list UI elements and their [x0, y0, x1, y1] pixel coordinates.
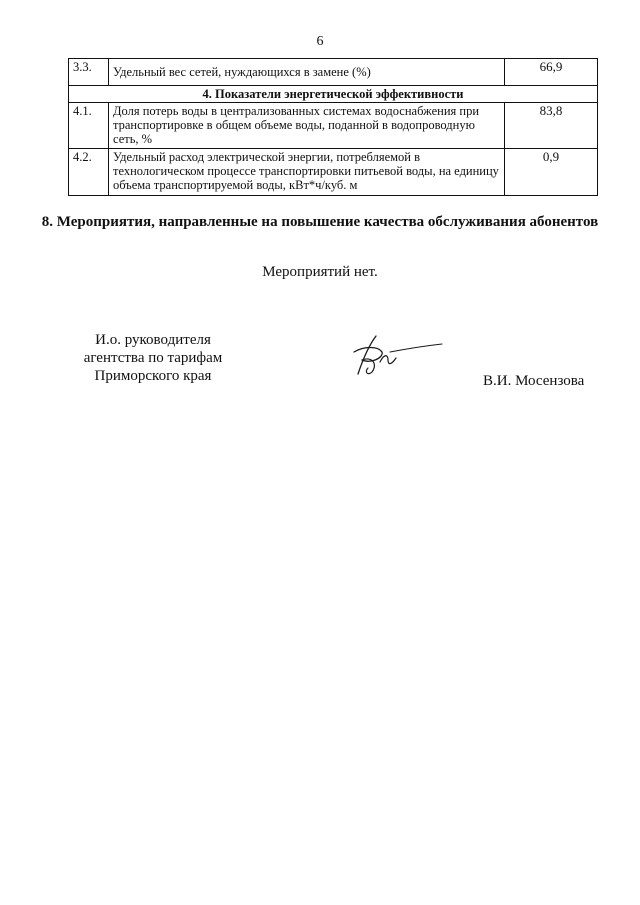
table-section-heading: 4. Показатели энергетической эффективности [69, 86, 598, 103]
row-number: 3.3. [69, 59, 109, 86]
row-description: Удельный вес сетей, нуждающихся в замене (%) [109, 59, 505, 86]
table-row [69, 149, 598, 196]
signatory-title-line: Приморского края [94, 368, 212, 384]
row-number: 4.1. [69, 103, 109, 149]
row-value: 66,9 [505, 59, 598, 86]
row-number: 4.2. [69, 149, 109, 196]
signatory-title [48, 331, 258, 385]
signatory-name: В.И. Мосензова [483, 373, 585, 389]
row-value: 0,9 [505, 149, 598, 196]
table-section-row [69, 86, 598, 103]
handwritten-signature [346, 330, 446, 380]
indicators-table [68, 58, 598, 196]
row-value: 83,8 [505, 103, 598, 149]
signatory-title-line: И.о. руководителя [95, 332, 211, 348]
table-row [69, 59, 598, 86]
row-description: Доля потерь воды в централизованных системах водоснабжения при транспортировке в общем объеме воды, поданной в водопроводную сеть, % [109, 103, 505, 149]
section-body: Мероприятий нет. [262, 264, 378, 280]
page-number: 6 [316, 34, 324, 49]
table-row [69, 103, 598, 149]
row-description: Удельный расход электрической энергии, потребляемой в технологическом процессе транспортировки питьевой воды, на единицу объема транспортируемой воды, кВт*ч/куб. м [109, 149, 505, 196]
signatory-title-line: агентства по тарифам [83, 350, 223, 366]
section-heading: 8. Мероприятия, направленные на повышение качества обслуживания абонентов [41, 214, 599, 230]
